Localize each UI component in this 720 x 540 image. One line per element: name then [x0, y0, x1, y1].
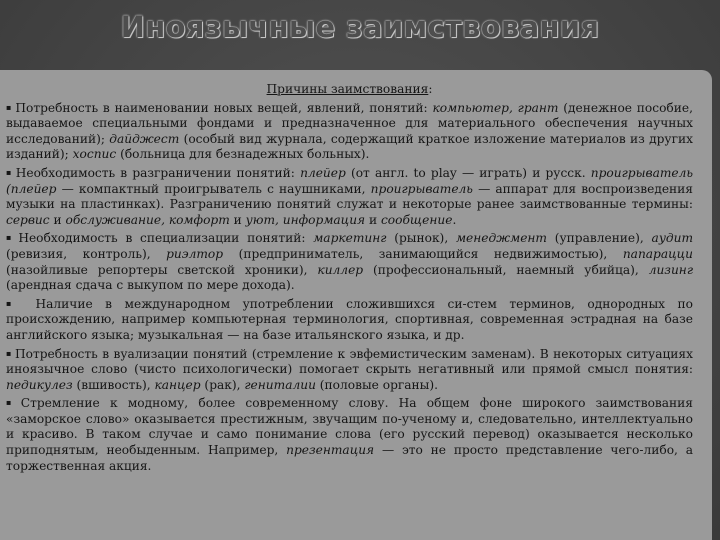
- term-text: канцер: [154, 377, 201, 392]
- body-text: (больница для безнадежных больных).: [116, 147, 370, 162]
- term-text: педикулез: [6, 377, 73, 392]
- term-text: хоспис: [72, 147, 117, 162]
- body-text: (назойливые репортеры светской хроники),: [6, 262, 318, 277]
- bullet-icon: ▪: [6, 298, 21, 308]
- body-text: (половые органы).: [315, 377, 438, 392]
- body-text: и: [229, 212, 246, 227]
- term-text: плейер: [300, 165, 346, 180]
- section-heading: [6, 82, 693, 98]
- term-text: маркетинг: [313, 231, 387, 246]
- body-text: (рак),: [200, 377, 245, 392]
- term-text: гениталии: [244, 377, 316, 392]
- slide-content: [6, 82, 693, 476]
- body-text: (профессиональный, наемный убийца),: [363, 262, 649, 277]
- term-text: проигрыватель (плейер: [6, 165, 694, 196]
- bullet-icon: ▪: [6, 102, 13, 112]
- body-text: и: [365, 212, 381, 227]
- term-text: папарацци: [622, 246, 693, 261]
- body-text: и: [49, 212, 66, 227]
- body-text: — аппарат для воспроизведения музыки на пластинках). Разграничению понятий служат и некоторые ранее заимствованные термины:: [6, 181, 693, 212]
- body-text: Потребность в наименовании новых вещей, явлений, понятий:: [15, 100, 433, 115]
- bullet-icon: ▪: [6, 398, 18, 408]
- term-text: аудит: [651, 231, 694, 246]
- slide-title: Иноязычные заимствования: [120, 10, 600, 44]
- paragraph-6: [6, 395, 693, 474]
- term-text: дайджест: [109, 131, 180, 146]
- body-text: Потребность в вуализации понятий (стремление к эвфемистическим заменам). В некоторых ситуациях иноязычное слово (чисто психологически) помогает скрыть негативный или прямой смысл понятия:: [6, 346, 693, 377]
- term-text: сервис: [6, 212, 50, 227]
- bullet-icon: ▪: [6, 167, 13, 177]
- body-text: (рынок),: [386, 231, 456, 246]
- body-text: (арендная сдача с выкупом по мере дохода).: [6, 278, 295, 293]
- term-text: киллер: [317, 262, 364, 277]
- body-text: (управление),: [547, 231, 652, 246]
- paragraph-4: [6, 296, 693, 344]
- body-text: Наличие в международном употреблении сложившихся си-стем терминов, однородных по происхождению, например компьютерная терминология, спортивная, современная эстрадная на базе английского языка; музыкальная — на базе итальянского языка, и др.: [6, 296, 693, 342]
- body-text: Необходимость в разграничении понятий:: [15, 165, 301, 180]
- body-text: (ревизия, контроль),: [6, 246, 167, 261]
- body-text: (предприниматель, занимающийся недвижимостью),: [223, 246, 623, 261]
- section-heading-colon: :: [428, 82, 433, 96]
- body-text: (денежное пособие, выдаваемое специальными фондами и предназначенное для материального обеспечения научных исследований);: [6, 100, 693, 146]
- body-text: — компактный проигрыватель с наушниками,: [56, 181, 371, 196]
- body-text: (от англ. to play — играть) и русск.: [345, 165, 591, 180]
- paragraph-1: [6, 100, 693, 163]
- term-text: презентация: [286, 443, 375, 458]
- section-heading-label: Причины заимствования: [266, 82, 429, 96]
- body-text: Необходимость в специализации понятий:: [18, 231, 314, 246]
- body-text: .: [452, 212, 457, 227]
- term-text: компьютер, грант: [432, 100, 559, 115]
- paragraph-5: [6, 346, 693, 394]
- body-text: Стремление к модному, более современному слову. На общем фоне широкого заимствования «заморское слово» оказывается престижным, звучащим по-ученому и, следовательно, интеллектуально и красиво. В таком случае и само понимание слова (его русский перевод) оказывается несколько приподнятым, необыденным. Например,: [6, 396, 693, 458]
- paragraph-2: [6, 165, 693, 228]
- term-text: обслуживание, комфорт: [65, 212, 230, 227]
- term-text: риэлтор: [166, 246, 224, 261]
- bullet-icon: ▪: [6, 233, 16, 243]
- bullet-icon: ▪: [6, 348, 13, 358]
- term-text: проигрыватель: [370, 181, 473, 196]
- term-text: лизинг: [648, 262, 693, 277]
- term-text: сообщение: [380, 212, 453, 227]
- body-text: (особый вид журнала, содержащий краткое изложение материалов из других изданий);: [6, 131, 693, 162]
- body-text: — это не просто представление чего-либо, а торжественная акция.: [6, 443, 693, 473]
- term-text: менеджмент: [455, 231, 547, 246]
- term-text: уют, информация: [245, 212, 366, 227]
- paragraph-3: [6, 230, 693, 293]
- body-text: (вшивость),: [72, 377, 155, 392]
